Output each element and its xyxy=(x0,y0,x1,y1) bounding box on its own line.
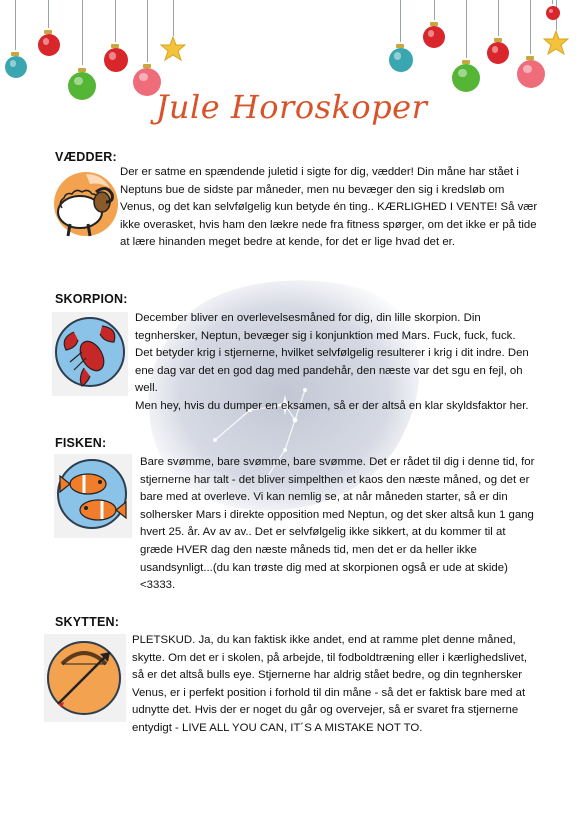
paragraph xyxy=(140,454,540,595)
paragraph: December bliver en overlevelsesmåned for dig, din lille skorpion. Din tegnhersker, Neptun, bevæger sig i konjunktion med Mars. Fuck, fuck, fuck. Det betyder krig i stjernerne, hvilket selvfølgelig resulterer i krig i dit indre. Den ene dag var det en god dag med pandehår, den næste var det sgu en fejl, oh well. xyxy=(135,312,529,395)
section-heading-fisken: FISKEN: xyxy=(55,436,107,450)
section-text-skytten xyxy=(132,632,540,738)
section-text-fisken xyxy=(140,454,540,595)
section-text-vaedder xyxy=(120,164,540,252)
aries-ram-icon xyxy=(50,168,118,240)
paragraph: Men hey, hvis du dumper en eksamen, så er der altså en klar skyldsfaktor her. xyxy=(135,399,529,412)
section-heading-vaedder: VÆDDER: xyxy=(55,150,117,164)
paragraph: Der er satme en spændende juletid i sigte for dig, vædder! Din måne har stået i Neptuns bue de sidste par måneder, men nu bevæger den sig i kredsløb om Venus, og det kan selvfølgelig kun betyde én ting.. KÆRLIGHED I VENTE! Så vær ikke overasket, hvis ham den lækre nede fra fitness spørger, om det ikke er på tide at lære hinanden meget bedre at kende, for det er lige hvad det er. xyxy=(120,166,538,249)
sagittarius-bow-icon xyxy=(44,634,126,722)
section-heading-skytten: SKYTTEN: xyxy=(55,615,120,629)
section-heading-skorpion: SKORPION: xyxy=(55,292,128,306)
pisces-fish-icon xyxy=(54,454,132,538)
paragraph: PLETSKUD. Ja, du kan faktisk ikke andet, end at ramme plet denne måned, skytte. Om det er i skolen, på arbejde, til fodboldtræning eller i kærlighedslivet, så er det altså bulls eye. Stjernerne har aldrig stået bedre, og din tegnhersker Venus, er i perfekt position i forhold til din måne - så det er faktisk bare med at udnytte det. Hvis der er noget du går og overvejer, så er svaret fra stjernerne entydigt - LIVE ALL YOU CAN, IT´S A MISTAKE NOT TO. xyxy=(132,634,528,734)
scorpio-lobster-icon xyxy=(52,312,128,396)
page-title: Jule Horoskoper xyxy=(155,88,428,126)
paragraph-text: Bare svømme, bare svømme, bare svømme. Det er rådet til dig i denne tid, for stjernerne har talt - det bliver simpelthen et kaos den næste måned, og det er bare med at overleve. Vi kan nemlig se, at når måneden starter, så er din solhersker Mars i direkte opposition med Neptun, og det sker altså kun 1 gang hvert 25. år. Av av av.. Det er selvfølgelig ikke sikkert, at du kommer til at græde HVER dag den næste måneds tid, men det er da heller ikke usandsynligt...(du kan trøste dig med at skorpionen også er ude at skide)<3333. xyxy=(140,456,535,592)
section-text-skorpion xyxy=(135,310,535,416)
